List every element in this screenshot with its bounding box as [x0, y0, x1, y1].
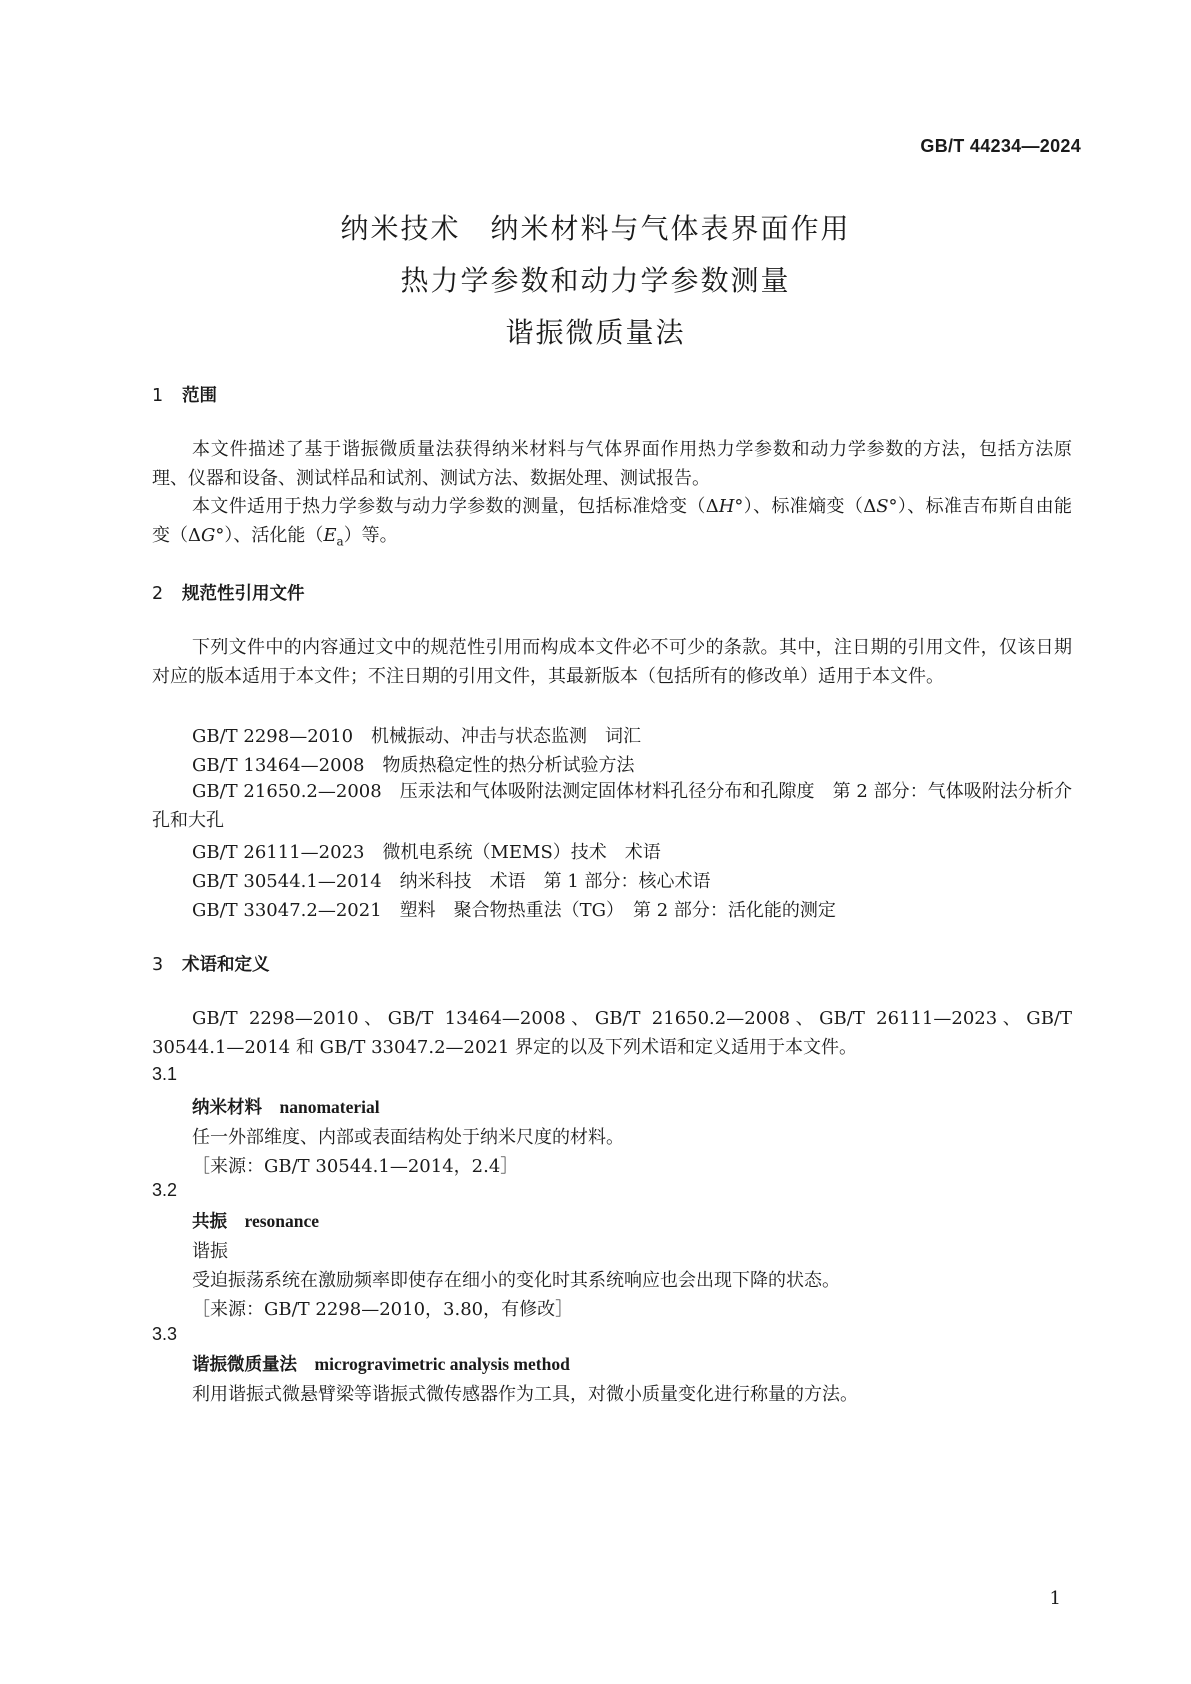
standard-code: GB/T 44234—2024: [920, 136, 1081, 156]
term-synonym: 谐振: [192, 1241, 228, 1262]
section-title: 术语和定义: [182, 955, 270, 975]
terms-intro: GB/T 2298—2010、GB/T 13464—2008、GB/T 21650.2—2008、GB/T 26111—2023、GB/T 30544.1—2014 和 GB/T 33047.2—2021 界定的以及下列术语和定义适用于本文件。: [152, 1008, 1072, 1058]
title-line-2: 热力学参数和动力学参数测量: [400, 264, 791, 297]
reference-item: GB/T 21650.2—2008 压汞法和气体吸附法测定固体材料孔径分布和孔隙度 第 2 部分：气体吸附法分析介孔和大孔: [152, 781, 1072, 831]
term-number: 3.1: [152, 1064, 178, 1084]
term-definition: 利用谐振式微悬臂梁等谐振式微传感器作为工具，对微小质量变化进行称量的方法。: [192, 1384, 858, 1405]
title-line-1: 纳米技术 纳米材料与气体表界面作用: [340, 212, 851, 245]
section-title: 范围: [182, 386, 217, 406]
term-source: ［来源：GB/T 2298—2010，3.80，有修改］: [192, 1299, 574, 1320]
reference-item: GB/T 13464—2008 物质热稳定性的热分析试验方法: [192, 755, 635, 776]
term-heading: 谐振微质量法 microgravimetric analysis method: [192, 1354, 570, 1375]
title-line-3: 谐振微质量法: [505, 316, 686, 349]
reference-item: GB/T 2298—2010 机械振动、冲击与状态监测 词汇: [192, 726, 642, 747]
term-heading: 纳米材料 nanomaterial: [192, 1097, 380, 1118]
reference-item: GB/T 30544.1—2014 纳米科技 术语 第 1 部分：核心术语: [192, 871, 711, 892]
term-heading: 共振 resonance: [192, 1211, 320, 1232]
scope-paragraph-2: 本文件适用于热力学参数与动力学参数的测量，包括标准焓变（ΔH°）、标准熵变（ΔS°）、标准吉布斯自由能变（ΔG°）、活化能$(E_a)$等。: [152, 496, 1073, 549]
section-1-heading: [152, 382, 217, 407]
page-number: 1: [1049, 1588, 1061, 1609]
term-number: 3.2: [152, 1180, 178, 1200]
section-title: 规范性引用文件: [182, 584, 305, 604]
reference-item: GB/T 33047.2—2021 塑料 聚合物热重法（TG） 第 2 部分：活化能的测定: [192, 900, 836, 921]
section-number: 2: [152, 584, 164, 604]
term-definition: 任一外部维度、内部或表面结构处于纳米尺度的材料。: [192, 1127, 624, 1148]
section-3-heading: [152, 951, 270, 976]
term-number: 3.3: [152, 1324, 178, 1344]
term-definition: 受迫振荡系统在激励频率即使存在细小的变化时其系统响应也会出现下降的状态。: [192, 1270, 840, 1291]
reference-item: GB/T 26111—2023 微机电系统（MEMS）技术 术语: [192, 842, 661, 863]
document-title: [0, 203, 1191, 359]
section-number: 1: [152, 386, 164, 406]
scope-paragraph-1: 本文件描述了基于谐振微质量法获得纳米材料与气体界面作用热力学参数和动力学参数的方法，包括方法原理、仪器和设备、测试样品和试剂、测试方法、数据处理、测试报告。: [152, 439, 1072, 489]
section-2-heading: [152, 580, 305, 605]
normative-references-intro: 下列文件中的内容通过文中的规范性引用而构成本文件必不可少的条款。其中，注日期的引用文件，仅该日期对应的版本适用于本文件；不注日期的引用文件，其最新版本（包括所有的修改单）适用于本文件。: [152, 637, 1072, 687]
term-source: ［来源：GB/T 30544.1—2014，2.4］: [192, 1156, 519, 1177]
section-number: 3: [152, 955, 164, 975]
